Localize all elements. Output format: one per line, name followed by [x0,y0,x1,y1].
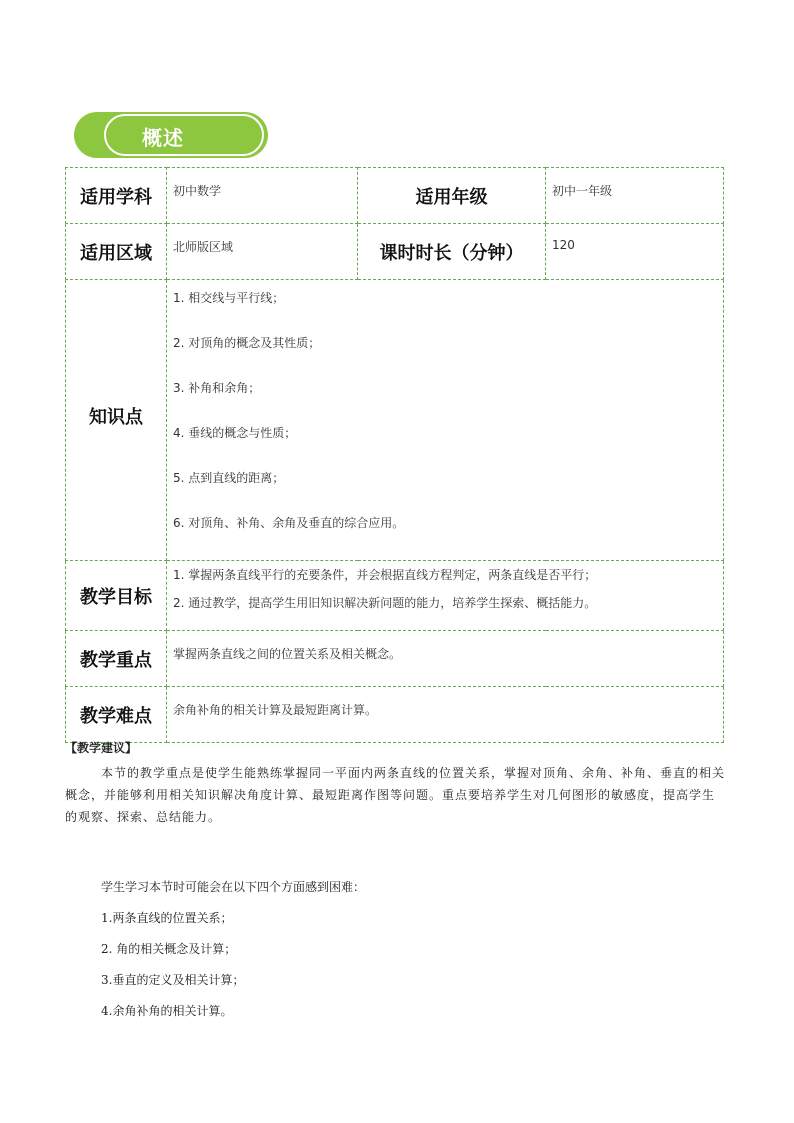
table-row [66,687,724,743]
section-pill-inner [104,114,264,156]
list-item: 3.垂直的定义及相关计算； [101,973,245,987]
list-item: 2. 通过教学，提高学生用旧知识解决新问题的能力，培养学生探索、概括能力。 [173,596,597,610]
grade-label: 适用年级 [358,168,546,224]
list-item: 1. 掌握两条直线平行的充要条件，并会根据直线方程判定，两条直线是否平行； [173,568,597,582]
advice-paragraph: 本节的教学重点是使学生能熟练掌握同一平面内两条直线的位置关系，掌握对顶角、余角、补角、垂直的相关概念，并能够利用相关知识解决角度计算、最短距离作图等问题。重点要培养学生对几何图形的敏感度，提高学生的观察、探索、总结能力。 [65,766,726,824]
duration-label: 课时时长（分钟） [358,224,546,280]
region-label: 适用区域 [66,224,167,280]
key-label: 教学重点 [66,631,167,687]
table-row [66,631,724,687]
table-row [66,224,724,280]
table-row [66,280,724,561]
difficulty-value: 余角补角的相关计算及最短距离计算。 [167,687,724,743]
key-value: 掌握两条直线之间的位置关系及相关概念。 [167,631,724,687]
goal-list [167,561,724,631]
subject-label: 适用学科 [66,168,167,224]
list-item: 1.两条直线的位置关系； [101,911,233,925]
difficulties-intro: 学生学习本节时可能会在以下四个方面感到困难： [101,880,366,894]
list-item: 3. 补角和余角； [173,381,261,395]
duration-value: 120 [546,224,724,280]
list-item: 4. 垂线的概念与性质； [173,426,297,440]
table-row [66,561,724,631]
difficulty-label: 教学难点 [66,687,167,743]
list-item: 2. 角的相关概念及计算； [101,942,237,956]
course-info-table [65,167,724,743]
knowledge-list [167,280,724,561]
table-row [66,168,724,224]
region-value: 北师版区域 [167,224,358,280]
teaching-advice [65,740,725,828]
section-title: 概述 [142,126,184,150]
list-item: 2. 对顶角的概念及其性质； [173,336,321,350]
knowledge-label: 知识点 [66,280,167,561]
grade-value: 初中一年级 [546,168,724,224]
list-item: 6. 对顶角、补角、余角及垂直的综合应用。 [173,516,405,530]
subject-value: 初中数学 [167,168,358,224]
list-item: 4.余角补角的相关计算。 [101,1004,233,1018]
advice-title: 【教学建议】 [65,741,138,755]
list-item: 5. 点到直线的距离； [173,471,285,485]
list-item: 1. 相交线与平行线； [173,291,285,305]
goal-label: 教学目标 [66,561,167,631]
